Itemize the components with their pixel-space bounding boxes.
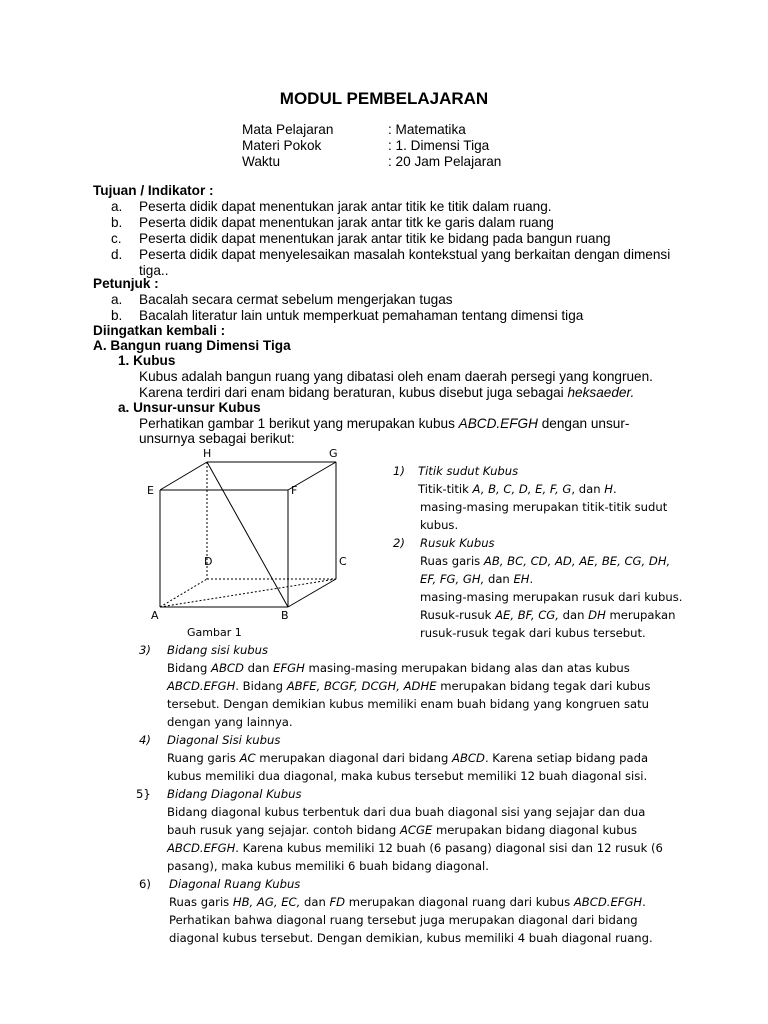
unsur-heading: a. Unsur-unsur Kubus: [118, 400, 261, 415]
diagonal-ac: [160, 579, 336, 607]
point-text: tersebut. Dengan demikian kubus memiliki enam buah bidang yang kongruen satu: [167, 697, 649, 711]
point-title: Rusuk Kubus: [420, 536, 495, 550]
point-text: kubus.: [420, 518, 459, 532]
petunjuk-heading: Petunjuk :: [93, 276, 159, 291]
vertex-label-e: E: [147, 484, 154, 497]
point-title: Titik sudut Kubus: [418, 464, 519, 478]
list-item: Bacalah literatur lain untuk memperkuat pemahaman tentang dimensi tiga: [139, 308, 584, 323]
point-text: ABCD.EFGH. Bidang ABFE, BCGF, DCGH, ADHE merupakan bidang tegak dari kubus: [167, 679, 651, 693]
point-text: Ruang garis AC merupakan diagonal dari bidang ABCD. Karena setiap bidang pada: [167, 751, 649, 765]
vertex-label-a: A: [151, 609, 159, 622]
point-text: Bidang ABCD dan EFGH masing-masing merupakan bidang alas dan atas kubus: [167, 661, 630, 675]
point-text: Rusuk-rusuk AE, BF, CG, dan DH merupakan: [420, 608, 676, 622]
page-title: MODUL PEMBELAJARAN: [279, 89, 489, 108]
diingatkan-heading: Diingatkan kembali :: [93, 323, 226, 338]
list-marker: a.: [111, 292, 123, 307]
point-text: EF, FG, GH, dan EH.: [420, 572, 534, 586]
list-marker: b.: [111, 215, 123, 230]
vertex-label-g: G: [329, 447, 338, 460]
meta-key: Mata Pelajaran: [242, 122, 334, 137]
list-item: Peserta didik dapat menentukan jarak antar titik ke titik dalam ruang.: [139, 199, 552, 214]
point-text: Bidang diagonal kubus terbentuk dari dua buah diagonal sisi yang sejajar dan dua: [167, 805, 646, 819]
list-item: Peserta didik dapat menentukan jarak antar titk ke garis dalam ruang: [139, 215, 554, 230]
meta-value: : 1. Dimensi Tiga: [388, 138, 490, 153]
meta-key: Waktu: [242, 154, 281, 169]
point-number: 1): [393, 464, 405, 478]
point-text: Titik-titik A, B, C, D, E, F, G, dan H.: [418, 482, 617, 496]
point-text: Ruas garis HB, AG, EC, dan FD merupakan diagonal ruang dari kubus ABCD.EFGH.: [169, 895, 646, 909]
kubus-heksaeder: Karena terdiri dari enam bidang beraturan, kubus disebut juga sebagai heksaeder.: [139, 385, 635, 400]
diagonal-hb: [207, 462, 288, 607]
point-text: bauh rusuk yang sejajar. contoh bidang ACGE merupakan bidang diagonal kubus: [167, 823, 638, 837]
list-marker: c.: [111, 231, 122, 246]
list-marker: b.: [111, 308, 123, 323]
point-number: 5}: [136, 787, 151, 801]
meta-value: : Matematika: [388, 122, 466, 137]
point-text: pasang), maka kubus memiliki 6 buah bidang diagonal.: [167, 859, 489, 873]
edge-ad: [160, 579, 207, 607]
unsur-intro-2: unsurnya sebagai berikut:: [139, 431, 295, 446]
kubus-definition: Kubus adalah bangun ruang yang dibatasi oleh enam daerah persegi yang kongruen.: [139, 369, 653, 384]
point-text: kubus memiliki dua diagonal, maka kubus tersebut memiliki 12 buah diagonal sisi.: [167, 769, 648, 783]
list-item: Peserta didik dapat menyelesaikan masalah kontekstual yang berkaitan dengan dimensi: [139, 247, 671, 262]
point-text: Ruas garis AB, BC, CD, AD, AE, BE, CG, DH,: [420, 554, 671, 568]
vertex-label-d: D: [204, 555, 213, 568]
figure-caption: Gambar 1: [187, 626, 242, 639]
point-title: Bidang Diagonal Kubus: [167, 787, 302, 801]
vertex-label-h: H: [203, 447, 212, 460]
edge-eh: [160, 462, 207, 490]
point-number: 2): [393, 536, 405, 550]
point-text: dengan yang lainnya.: [167, 715, 293, 729]
list-item-continued: tiga..: [139, 263, 169, 278]
point-text: diagonal kubus tersebut. Dengan demikian, kubus memiliki 4 buah diagonal ruang.: [169, 931, 653, 945]
list-item: Peserta didik dapat menentukan jarak antar titik ke bidang pada bangun ruang: [139, 231, 611, 246]
list-item: Bacalah secara cermat sebelum mengerjakan tugas: [139, 292, 453, 307]
point-number: 3): [139, 643, 151, 657]
point-number: 6): [139, 877, 151, 891]
list-marker: a.: [111, 199, 123, 214]
vertex-label-b: B: [281, 609, 289, 622]
list-marker: d.: [111, 247, 123, 262]
kubus-heading: 1. Kubus: [118, 353, 176, 368]
tujuan-heading: Tujuan / Indikator :: [93, 183, 214, 198]
point-text: ABCD.EFGH. Karena kubus memiliki 12 buah (6 pasang) diagonal sisi dan 12 rusuk (6: [167, 841, 663, 855]
meta-key: Materi Pokok: [242, 138, 322, 153]
point-title: Bidang sisi kubus: [167, 643, 269, 657]
point-title: Diagonal Sisi kubus: [167, 733, 281, 747]
vertex-label-c: C: [339, 555, 347, 568]
section-a-heading: A. Bangun ruang Dimensi Tiga: [93, 338, 291, 353]
unsur-intro: Perhatikan gambar 1 berikut yang merupakan kubus ABCD.EFGH dengan unsur-: [139, 416, 630, 431]
point-title: Diagonal Ruang Kubus: [169, 877, 301, 891]
point-text: Perhatikan bahwa diagonal ruang tersebut juga merupakan diagonal dari bidang: [169, 913, 638, 927]
point-text: masing-masing merupakan titik-titik sudut: [420, 500, 668, 514]
point-text: rusuk-rusuk tegak dari kubus tersebut.: [420, 626, 646, 640]
point-number: 4): [139, 733, 151, 747]
meta-value: : 20 Jam Pelajaran: [388, 154, 502, 169]
vertex-label-f: F: [291, 484, 298, 497]
point-text: masing-masing merupakan rusuk dari kubus.: [420, 590, 683, 604]
